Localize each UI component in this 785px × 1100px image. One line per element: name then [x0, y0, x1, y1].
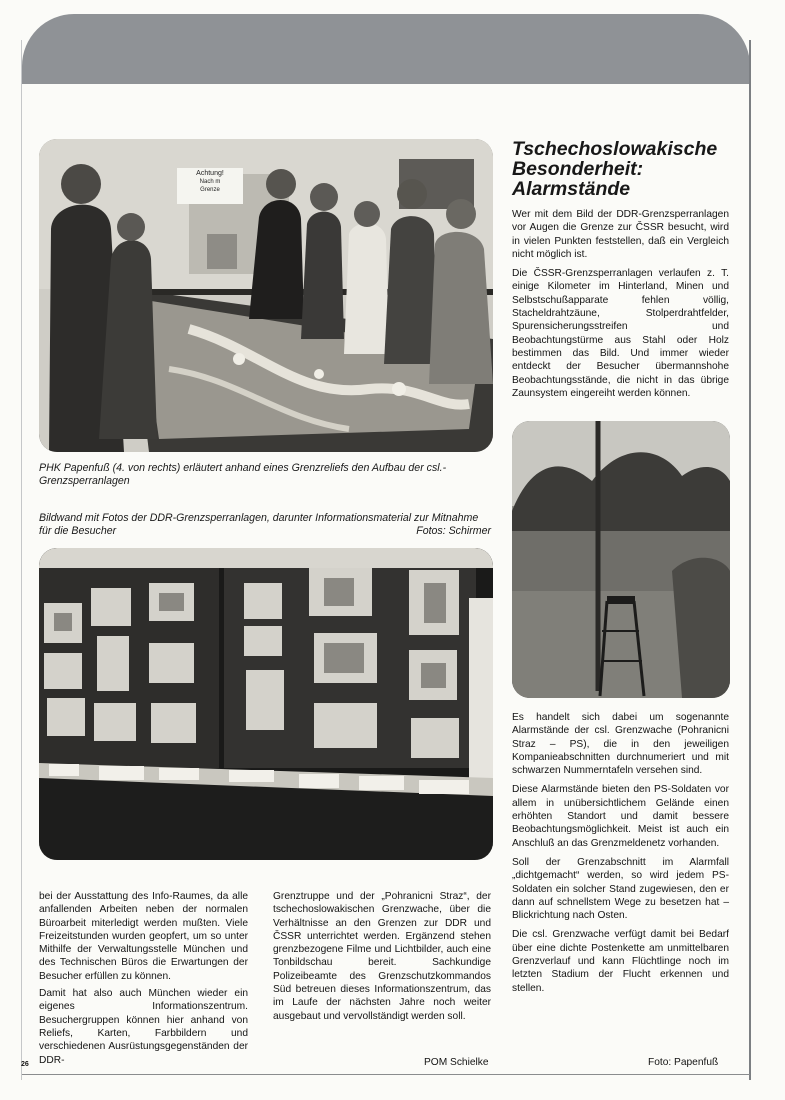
photo-credit: Foto: Papenfuß — [648, 1057, 719, 1068]
paragraph-intro: Wer mit dem Bild der DDR-Grenzsperranlagen vor Augen die Grenze zur ČSSR besucht, wird in vielen Punkten feststellen, daß ein Vergleich nicht möglich ist. — [512, 209, 729, 260]
middle-photo-credit: Fotos: Schirmer — [416, 525, 491, 537]
paragraph-alarmfall: Soll der Grenzabschnitt im Alarmfall „dichtgemacht“ werden, so wird jedem PS-Soldaten ein solcher Stand zugewiesen, den er dann auf schnellstem Wege zu besetzen hat – Blickrichtung nach Osten. — [512, 856, 729, 922]
paragraph-ps-soldaten: Diese Alarmstände bieten den PS-Soldaten vor allem in unübersichtlichem Gelände einen erhöhten Standort und damit bessere Beobachtungsmöglichkeit. Meist ist auch ein Anschluß an das Grenzmeldenetz vorhanden. — [512, 784, 729, 849]
article-headline — [512, 139, 748, 199]
header-band — [22, 14, 750, 84]
paragraph-alarmstaende: Es handelt sich dabei um sogenannte Alarmstände der csl. Grenzwache (Pohranicni Straz – PS), die in den jeweiligen Kompanieabschnitten durchnumeriert und mit schwarzen Nummerntafeln versehen sind. — [512, 712, 729, 777]
photo-border-relief — [39, 139, 493, 452]
left-column-text — [39, 890, 248, 1067]
headline-line-3: Alarmstände — [512, 178, 631, 200]
paragraph-grenztruppe: Grenztruppe und der „Pohranicni Straz“, der tschechoslowakischen Grenzwache, über die Verhältnisse an den Grenzen zur DDR und ČSSR unterrichtet werden. Ergänzend stehen grenzbezogene Filme und Lichtbilder, auch eine Tonbildschau bereit. Sachkundige Polizeibeamte des Grenzschutzkommandos Süd betreuen dieses Informationszentrum, das im Laufe der nächsten Jahre noch weiter ausgebaut und vervollständigt werden soll. — [273, 891, 491, 1022]
middle-photo-caption-text: Bildwand mit Fotos der DDR-Grenzsperranlagen, darunter Informationsmaterial zur Mitnahme für die Besucher — [39, 512, 479, 537]
author-credit: POM Schielke — [424, 1057, 489, 1068]
paragraph-postenkette: Die csl. Grenzwache verfügt damit bei Bedarf über eine dichte Postenkette am unmittelbaren Grenzverlauf und kann Flüchtlinge noch im letzten Stadium der Flucht erkennen und stellen. — [512, 929, 729, 994]
headline-line-2: Besonderheit: — [512, 158, 644, 180]
paragraph-informationszentrum: Damit hat also auch München wieder ein eigenes Informationszentrum. Besuchergruppen können hier anhand von Reliefs, Karten, Farbbildern und verschiedenen Ausrüstungsgegenständen der DDR- — [39, 988, 248, 1066]
top-photo-caption: PHK Papenfuß (4. von rechts) erläutert anhand eines Grenzreliefs den Aufbau der csl.-Grenzsperranlagen — [39, 462, 447, 487]
photo-photo-wall — [39, 548, 493, 860]
page-number: 26 — [21, 1061, 29, 1068]
headline-line-1: Tschechoslowakische — [512, 138, 718, 160]
bottom-rule — [22, 1074, 750, 1075]
right-column-top-text — [512, 208, 729, 400]
right-column-bottom-text — [512, 711, 729, 995]
photo-alarm-stand — [512, 421, 730, 698]
paragraph-ausstattung: bei der Ausstattung des Info-Raumes, da alle anfallenden Arbeiten neben der normalen Büroarbeit miterledigt werden mußten. Viele Freizeitstunden wurden geopfert, um so unter Mithilfe der Verwaltungsstelle München und des Technischen Büros die Erwartungen der Besucher erfüllen zu können. — [39, 891, 248, 982]
page-rule-right — [749, 40, 751, 1080]
middle-column-text — [273, 890, 491, 1023]
paragraph-sperranlagen: Die ČSSR-Grenzsperranlagen verlaufen z. T. einige Kilometer im Hinterland, Minen und Selbstschußapparate fehlen völlig, Stacheldrahtzäune, Stolperdrahtfelder, Spurensicherungsstreifen und Beobachtungstürme aus Stahl oder Holz bestimmen das Bild. Und immer wieder entdeckt der Besucher übermannshohe Beobachtungsstände, die nicht in das übrige Zaunsystem eingereiht werden können. — [512, 268, 729, 399]
page-rule-left — [21, 40, 22, 1080]
relief-room-sign: Achtung! Nach m Grenze — [177, 168, 243, 204]
